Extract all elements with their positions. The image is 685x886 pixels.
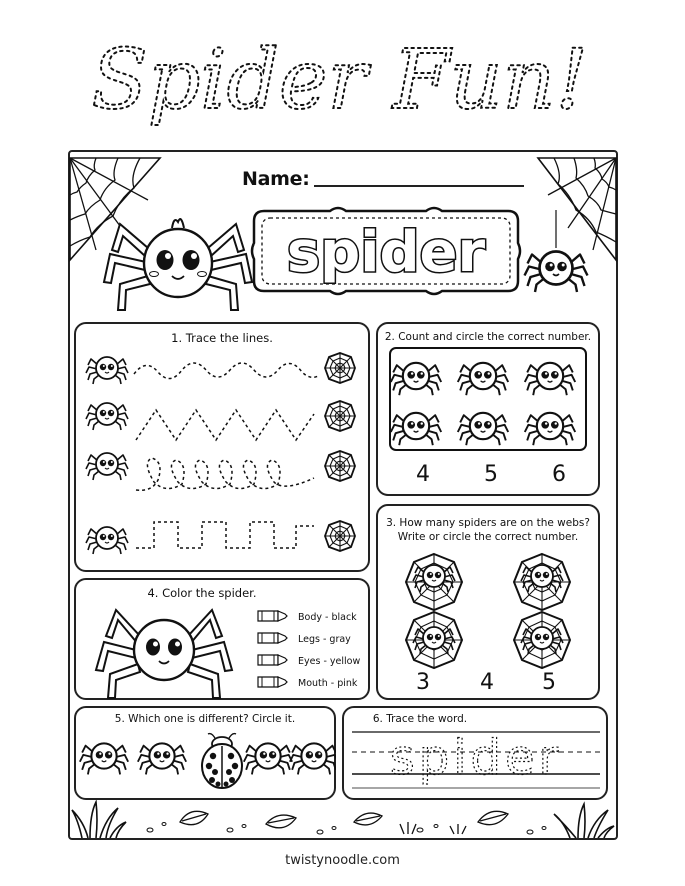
hanging-spider-icon [525, 252, 588, 293]
web-count-option[interactable]: 5 [542, 670, 556, 695]
legend-eyes: Eyes - yellow [298, 655, 361, 667]
web-count-option[interactable]: 4 [480, 670, 494, 695]
spider-icon[interactable] [138, 743, 186, 774]
spider-icon[interactable] [244, 743, 292, 774]
web-icon [325, 353, 355, 383]
name-label: Name: [242, 168, 310, 190]
word-banner [250, 205, 522, 297]
trace-path-loops [136, 458, 314, 490]
section-6-title: 6. Trace the word. [372, 713, 468, 725]
corner-web-right-icon [538, 158, 616, 260]
crayon-icon [258, 655, 287, 665]
crayon-icon [258, 633, 287, 643]
page-title [40, 20, 640, 130]
section-3-title-line2: Write or circle the correct number. [397, 531, 579, 543]
count-option[interactable]: 6 [552, 462, 566, 487]
spider-icon [86, 527, 128, 554]
spider-icon [525, 363, 575, 395]
spider-icon [391, 413, 441, 445]
spider-icon [86, 357, 128, 384]
section-1-title: 1. Trace the lines. [171, 331, 273, 345]
trace-word-area[interactable] [352, 722, 600, 792]
count-option[interactable]: 5 [484, 462, 498, 487]
ground-decoration [70, 800, 616, 840]
crayon-icon [258, 677, 287, 687]
crayon-icon [258, 611, 287, 621]
ladybug-icon[interactable] [202, 734, 242, 788]
spider-icon[interactable] [80, 743, 128, 774]
legend-body: Body - black [298, 611, 357, 623]
spider-icon [458, 363, 508, 395]
web-count-option[interactable]: 3 [416, 670, 430, 695]
name-line[interactable] [314, 185, 524, 187]
footer-credit: twistynoodle.com [285, 853, 400, 868]
trace-path-zigzag [136, 410, 314, 440]
web-icon [325, 401, 355, 431]
trace-lines-art [74, 322, 370, 572]
section-3-title-line1: 3. How many spiders are on the webs? [386, 517, 590, 529]
trace-word-text: spider [389, 730, 563, 786]
banner-word: spider [286, 220, 486, 285]
section-2-title: 2. Count and circle the correct number. [384, 331, 592, 343]
legend-mouth: Mouth - pink [298, 677, 358, 689]
trace-path-wave [134, 363, 318, 379]
small-grass-icon [400, 822, 466, 834]
spider-icon [86, 453, 128, 480]
leaf-icon [180, 811, 508, 828]
web-icon [325, 451, 355, 481]
grass-right-icon [554, 804, 614, 838]
section-5-title: 5. Which one is different? Circle it. [114, 713, 296, 725]
count-option[interactable]: 4 [416, 462, 430, 487]
page-title-text: Spider Fun! [91, 33, 589, 128]
spider-icon[interactable] [290, 743, 336, 774]
trace-path-square [136, 522, 314, 548]
cartoon-spider-icon [104, 219, 252, 310]
name-field[interactable] [242, 168, 524, 190]
web-icon [325, 521, 355, 551]
color-spider-icon [96, 610, 232, 698]
spider-icon [86, 403, 128, 430]
legend-legs: Legs - gray [298, 633, 351, 645]
spider-icon [458, 413, 508, 445]
spider-icon [525, 413, 575, 445]
grass-left-icon [72, 802, 126, 838]
spider-icon [391, 363, 441, 395]
section-4-title: 4. Color the spider. [147, 586, 257, 600]
